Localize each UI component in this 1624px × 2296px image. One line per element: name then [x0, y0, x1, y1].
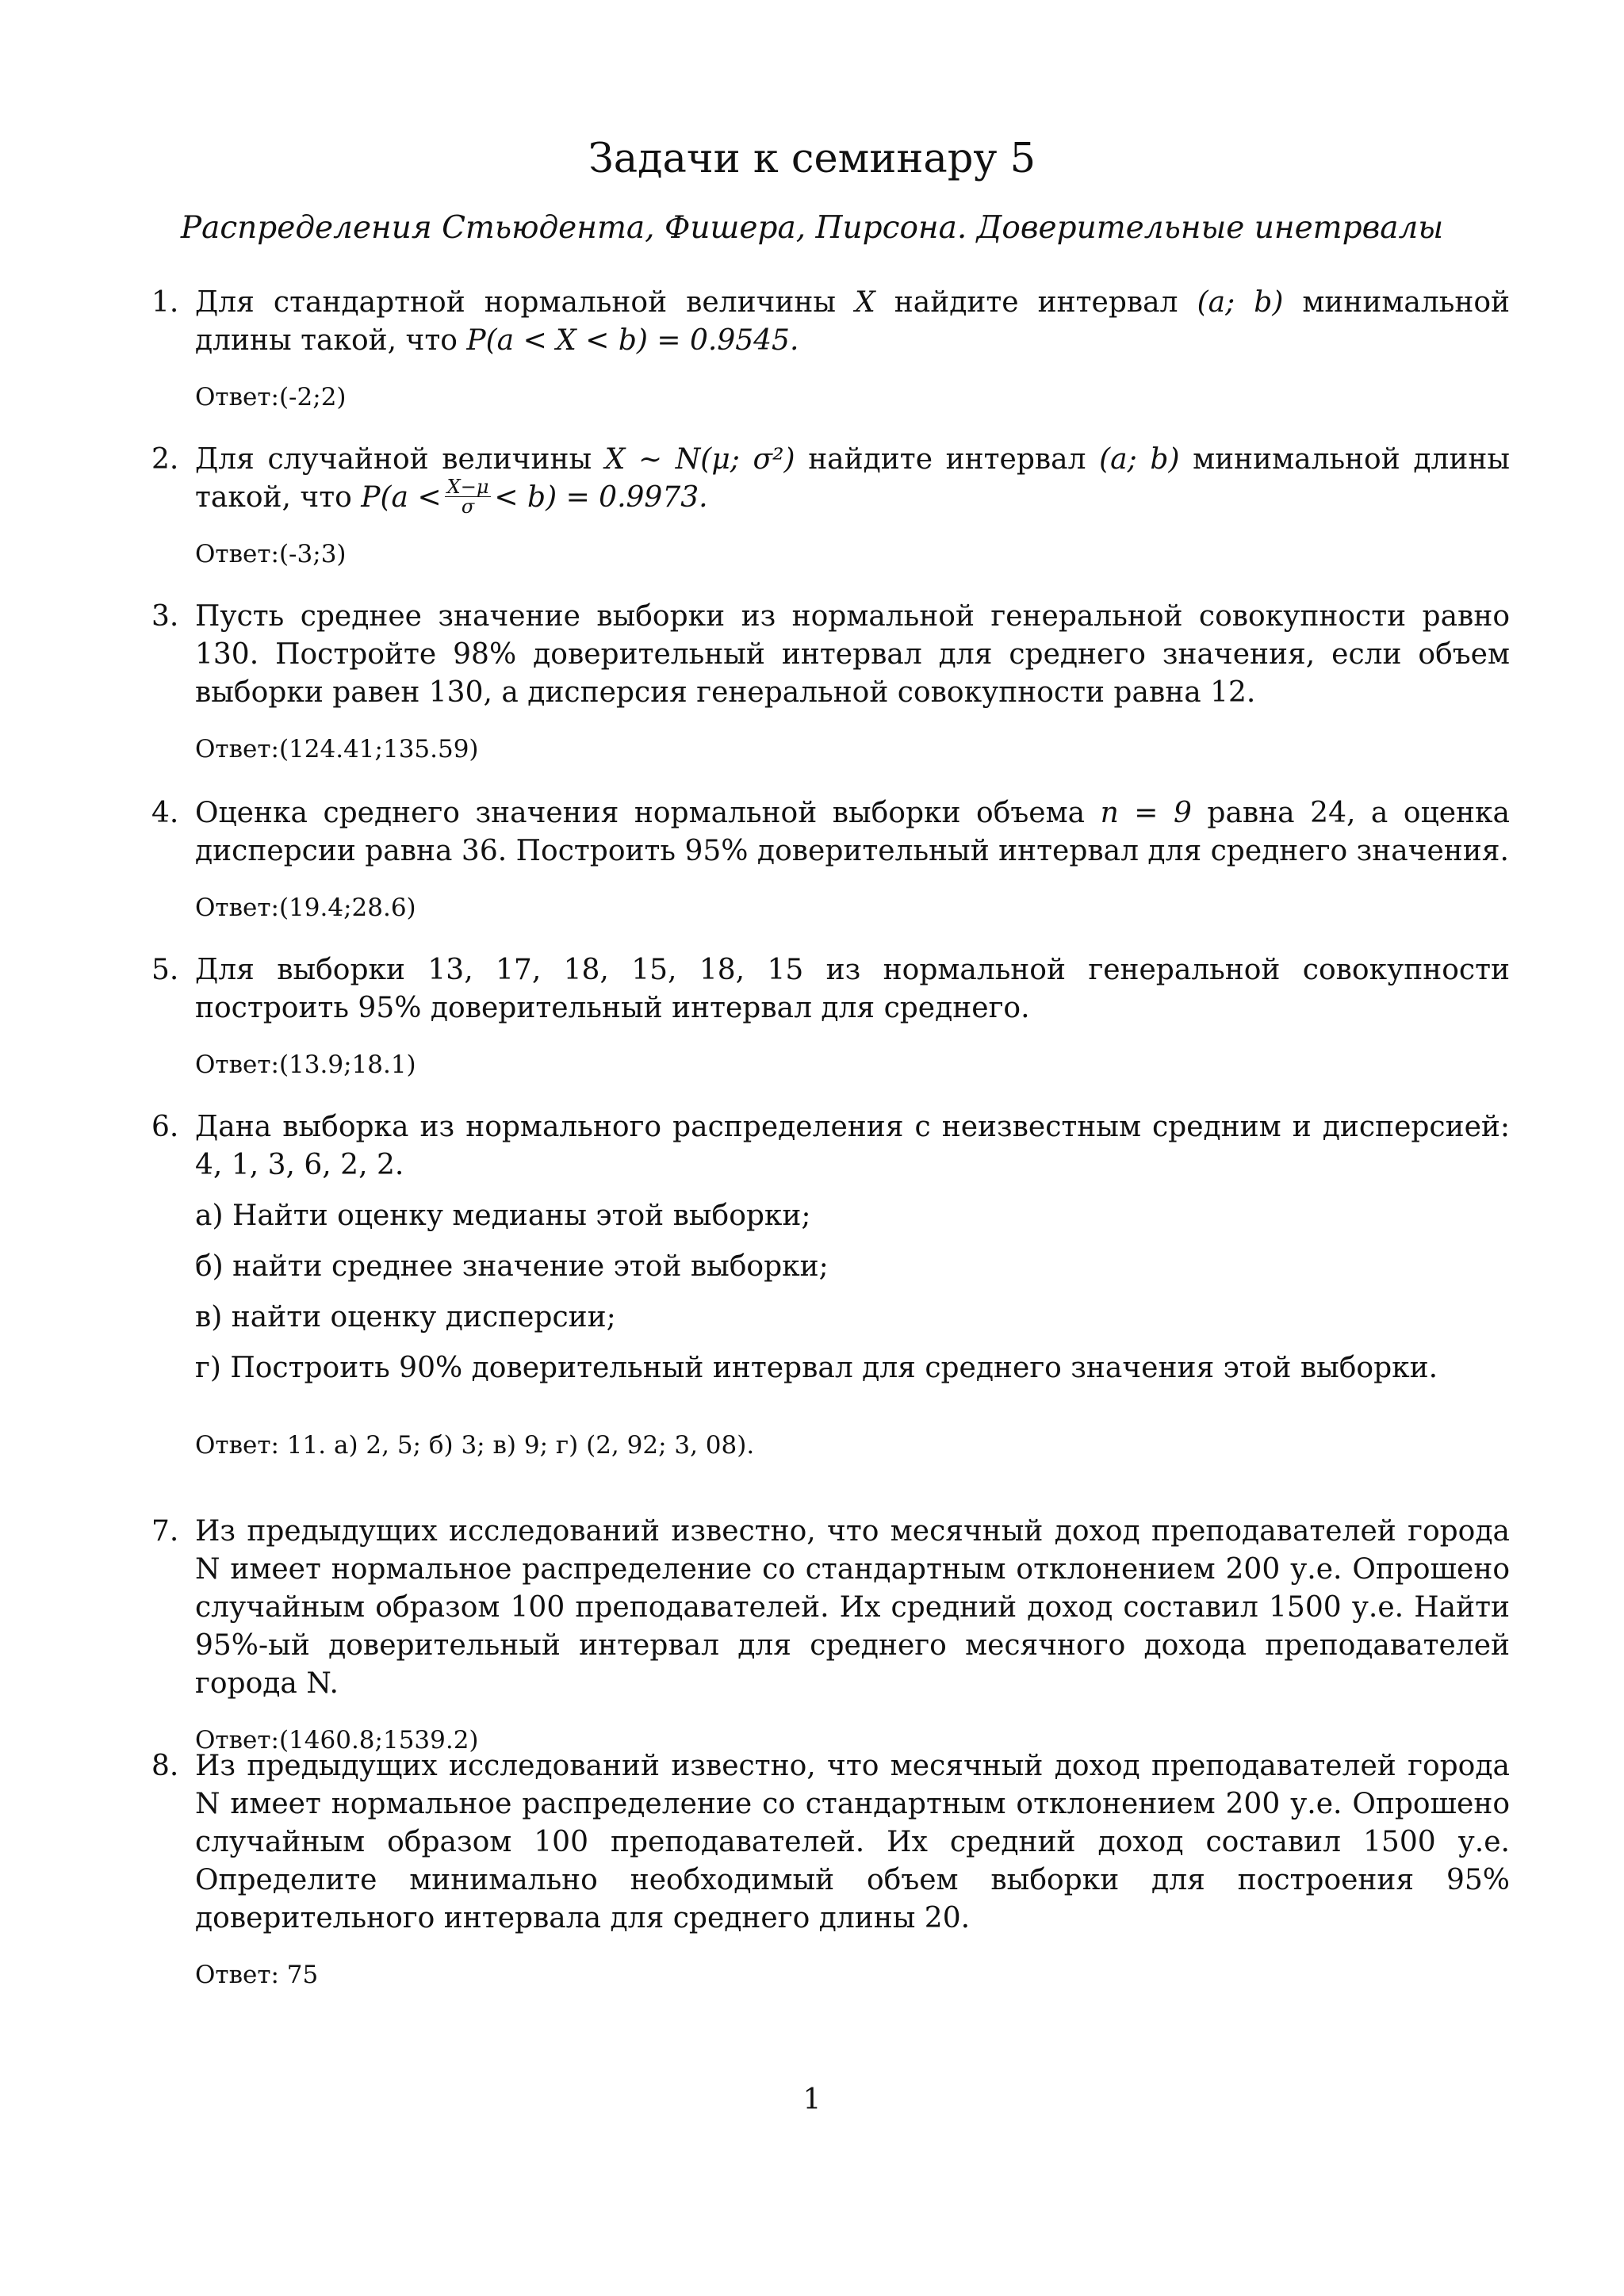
- task-text: Из предыдущих исследований известно, что месячный доход преподавателей города N имеет нормальное распределение со стандартным отклонением 200 у.е. Опрошено случайным образом 100 преподавателей. Их средний доход составил 1500 у.е. Определите минимально необходимый объем выборки для построения 95% доверительного интервала для среднего длины 20.: [195, 1750, 1510, 1934]
- task-answer: Ответ:(13.9;18.1): [195, 1050, 416, 1079]
- subitem: г) Построить 90% доверительный интервал для среднего значения этой выборки.: [195, 1352, 1438, 1384]
- task-8: [151, 1747, 1510, 1992]
- task-answer: Ответ:(19.4;28.6): [195, 894, 416, 922]
- page-subtitle: Распределения Стьюдента, Фишера, Пирсона. Доверительные инетрвалы: [180, 210, 1444, 246]
- task-text: Для выборки 13, 17, 18, 15, 18, 15 из нормальной генеральной совокупности построить 95% доверительный интервал для среднего.: [195, 954, 1510, 1024]
- math-sample-size: n = 9: [1100, 797, 1192, 829]
- task-number: 5.: [151, 954, 179, 986]
- task-answer: Ответ:(1460.8;1539.2): [195, 1726, 479, 1755]
- math-interval: (a; b): [1099, 443, 1180, 476]
- task-answer: Ответ:(-3;3): [195, 540, 347, 568]
- math-var: X: [855, 286, 875, 319]
- task-number: 4.: [151, 797, 179, 829]
- math-fraction: $\frac{X-\mu}{\sigma}$: [445, 477, 492, 516]
- math-distribution: X ∼ N(μ; σ²): [604, 443, 795, 476]
- task-6: [151, 1108, 1510, 1462]
- task-3: [151, 598, 1510, 766]
- math-probability: P(a <: [361, 481, 442, 514]
- task-4: [151, 794, 1510, 924]
- task-number: 3.: [151, 600, 179, 633]
- math-interval: (a; b): [1197, 286, 1284, 319]
- task-5: [151, 951, 1510, 1081]
- task-number: 8.: [151, 1750, 179, 1782]
- task-7: [151, 1513, 1510, 1757]
- task-number: 6.: [151, 1111, 179, 1143]
- math-probability: < b) = 0.9973.: [494, 481, 708, 514]
- task-number: 2.: [151, 443, 179, 476]
- task-2: [151, 441, 1510, 571]
- task-text: Из предыдущих исследований известно, что месячный доход преподавателей города N имеет нормальное распределение со стандартным отклонением 200 у.е. Опрошено случайным образом 100 преподавателей. Их средний доход составил 1500 у.е. Найти 95%-ый доверительный интервал для среднего месячного дохода преподавателей города N.: [195, 1515, 1510, 1700]
- task-1: [151, 284, 1510, 414]
- task-answer: Ответ: 75: [195, 1961, 319, 1989]
- task-answer: Ответ:(-2;2): [195, 383, 347, 411]
- task-text: Дана выборка из нормального распределения с неизвестным средним и дисперсией: 4, 1, 3, 6, 2, 2.: [195, 1111, 1510, 1181]
- math-probability: P(a < X < b) = 0.9545.: [466, 324, 799, 357]
- task-text: Пусть среднее значение выборки из нормальной генеральной совокупности равно 130. Постройте 98% доверительный интервал для среднего значения, если объем выборки равен 130, а дисперсия генеральной совокупности равна 12.: [195, 600, 1510, 709]
- task-number: 1.: [151, 286, 179, 319]
- page-title: Задачи к семинару 5: [588, 136, 1036, 182]
- task-text: Для случайной величины X ∼ N(μ; σ²) найдите интервал (a; b) минимальной длины такой, что P(a < $\frac{X-\mu}{\sigma}$ < b) = 0.9973.: [195, 443, 1511, 518]
- subitem: а) Найти оценку медианы этой выборки;: [195, 1200, 811, 1232]
- subitem: б) найти среднее значение этой выборки;: [195, 1250, 829, 1283]
- task-text: Оценка среднего значения нормальной выборки объема n = 9 равна 24, а оценка дисперсии равна 36. Построить 95% доверительный интервал для среднего значения.: [195, 797, 1510, 867]
- page-number: 1: [802, 2084, 822, 2116]
- task-number: 7.: [151, 1515, 179, 1548]
- task-answer: Ответ:(124.41;135.59): [195, 735, 479, 763]
- subitem: в) найти оценку дисперсии;: [195, 1301, 616, 1334]
- task-text: Для стандартной нормальной величины X найдите интервал (a; b) минимальной длины такой, что P(a < X < b) = 0.9545.: [195, 286, 1511, 357]
- task-answer: Ответ: 11. а) 2, 5; б) 3; в) 9; г) (2, 92; 3, 08).: [195, 1431, 755, 1460]
